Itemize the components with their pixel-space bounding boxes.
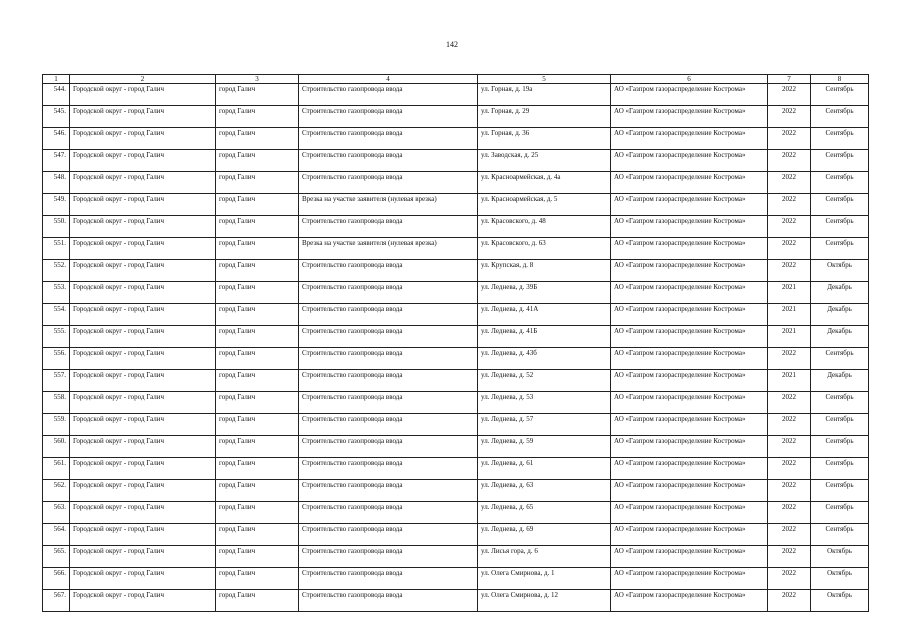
table-row bbox=[43, 238, 869, 260]
address-cell: ул. Леднева, д. 57 bbox=[478, 414, 611, 436]
header-cell-4: 4 bbox=[299, 75, 478, 84]
address-cell: ул. Крупская, д. 8 bbox=[478, 260, 611, 282]
locality-cell: город Галич bbox=[216, 84, 299, 106]
table-row bbox=[43, 84, 869, 106]
locality-cell: город Галич bbox=[216, 392, 299, 414]
address-cell: ул. Леднева, д. 43б bbox=[478, 348, 611, 370]
work-type-cell: Строительство газопровода ввода bbox=[299, 480, 478, 502]
row-number-cell: 558. bbox=[43, 392, 70, 414]
year-cell: 2022 bbox=[768, 84, 811, 106]
work-type-cell: Строительство газопровода ввода bbox=[299, 590, 478, 612]
address-cell: ул. Олега Смирнова, д. 12 bbox=[478, 590, 611, 612]
organization-cell: АО «Газпром газораспределение Кострома» bbox=[611, 370, 768, 392]
table-row bbox=[43, 414, 869, 436]
header-cell-3: 3 bbox=[216, 75, 299, 84]
organization-cell: АО «Газпром газораспределение Кострома» bbox=[611, 84, 768, 106]
table-row bbox=[43, 370, 869, 392]
work-type-cell: Строительство газопровода ввода bbox=[299, 348, 478, 370]
year-cell: 2022 bbox=[768, 172, 811, 194]
row-number-cell: 552. bbox=[43, 260, 70, 282]
address-cell: ул. Леднева, д. 69 bbox=[478, 524, 611, 546]
organization-cell: АО «Газпром газораспределение Кострома» bbox=[611, 304, 768, 326]
organization-cell: АО «Газпром газораспределение Кострома» bbox=[611, 348, 768, 370]
year-cell: 2022 bbox=[768, 150, 811, 172]
work-type-cell: Строительство газопровода ввода bbox=[299, 568, 478, 590]
district-cell: Городской округ - город Галич bbox=[70, 128, 216, 150]
district-cell: Городской округ - город Галич bbox=[70, 392, 216, 414]
work-type-cell: Строительство газопровода ввода bbox=[299, 150, 478, 172]
work-type-cell: Строительство газопровода ввода bbox=[299, 260, 478, 282]
row-number-cell: 563. bbox=[43, 502, 70, 524]
row-number-cell: 554. bbox=[43, 304, 70, 326]
locality-cell: город Галич bbox=[216, 458, 299, 480]
district-cell: Городской округ - город Галич bbox=[70, 106, 216, 128]
table-row bbox=[43, 304, 869, 326]
organization-cell: АО «Газпром газораспределение Кострома» bbox=[611, 590, 768, 612]
locality-cell: город Галич bbox=[216, 150, 299, 172]
table-row bbox=[43, 392, 869, 414]
table-body bbox=[43, 75, 869, 612]
locality-cell: город Галич bbox=[216, 260, 299, 282]
table-row bbox=[43, 502, 869, 524]
work-type-cell: Строительство газопровода ввода bbox=[299, 84, 478, 106]
address-cell: ул. Горная, д. 36 bbox=[478, 128, 611, 150]
row-number-cell: 550. bbox=[43, 216, 70, 238]
address-cell: ул. Леднева, д. 39Б bbox=[478, 282, 611, 304]
district-cell: Городской округ - город Галич bbox=[70, 546, 216, 568]
address-cell: ул. Леднева, д. 63 bbox=[478, 480, 611, 502]
locality-cell: город Галич bbox=[216, 194, 299, 216]
locality-cell: город Галич bbox=[216, 524, 299, 546]
district-cell: Городской округ - город Галич bbox=[70, 436, 216, 458]
month-cell: Сентябрь bbox=[811, 194, 869, 216]
locality-cell: город Галич bbox=[216, 128, 299, 150]
month-cell: Сентябрь bbox=[811, 458, 869, 480]
row-number-cell: 566. bbox=[43, 568, 70, 590]
table-row bbox=[43, 282, 869, 304]
address-cell: ул. Леднева, д. 41Б bbox=[478, 326, 611, 348]
district-cell: Городской округ - город Галич bbox=[70, 568, 216, 590]
locality-cell: город Галич bbox=[216, 326, 299, 348]
work-type-cell: Строительство газопровода ввода bbox=[299, 304, 478, 326]
organization-cell: АО «Газпром газораспределение Кострома» bbox=[611, 568, 768, 590]
organization-cell: АО «Газпром газораспределение Кострома» bbox=[611, 414, 768, 436]
locality-cell: город Галич bbox=[216, 370, 299, 392]
year-cell: 2022 bbox=[768, 194, 811, 216]
table-row bbox=[43, 480, 869, 502]
year-cell: 2021 bbox=[768, 326, 811, 348]
month-cell: Декабрь bbox=[811, 304, 869, 326]
organization-cell: АО «Газпром газораспределение Кострома» bbox=[611, 106, 768, 128]
address-cell: ул. Красноармейская, д. 5 bbox=[478, 194, 611, 216]
organization-cell: АО «Газпром газораспределение Кострома» bbox=[611, 546, 768, 568]
year-cell: 2022 bbox=[768, 216, 811, 238]
organization-cell: АО «Газпром газораспределение Кострома» bbox=[611, 128, 768, 150]
locality-cell: город Галич bbox=[216, 436, 299, 458]
row-number-cell: 560. bbox=[43, 436, 70, 458]
district-cell: Городской округ - город Галич bbox=[70, 370, 216, 392]
year-cell: 2021 bbox=[768, 282, 811, 304]
district-cell: Городской округ - город Галич bbox=[70, 150, 216, 172]
district-cell: Городской округ - город Галич bbox=[70, 304, 216, 326]
table-row bbox=[43, 590, 869, 612]
work-type-cell: Строительство газопровода ввода bbox=[299, 106, 478, 128]
month-cell: Сентябрь bbox=[811, 480, 869, 502]
locality-cell: город Галич bbox=[216, 348, 299, 370]
locality-cell: город Галич bbox=[216, 568, 299, 590]
district-cell: Городской округ - город Галич bbox=[70, 524, 216, 546]
address-cell: ул. Олега Смирнова, д. 1 bbox=[478, 568, 611, 590]
table-row bbox=[43, 436, 869, 458]
table-row bbox=[43, 194, 869, 216]
table-row bbox=[43, 546, 869, 568]
address-cell: ул. Горная, д. 19а bbox=[478, 84, 611, 106]
organization-cell: АО «Газпром газораспределение Кострома» bbox=[611, 260, 768, 282]
work-type-cell: Строительство газопровода ввода bbox=[299, 436, 478, 458]
year-cell: 2022 bbox=[768, 128, 811, 150]
month-cell: Октябрь bbox=[811, 590, 869, 612]
year-cell: 2022 bbox=[768, 480, 811, 502]
row-number-cell: 551. bbox=[43, 238, 70, 260]
address-cell: ул. Леднева, д. 53 bbox=[478, 392, 611, 414]
table-row bbox=[43, 128, 869, 150]
row-number-cell: 565. bbox=[43, 546, 70, 568]
table-row bbox=[43, 260, 869, 282]
table-row bbox=[43, 172, 869, 194]
year-cell: 2022 bbox=[768, 238, 811, 260]
row-number-cell: 559. bbox=[43, 414, 70, 436]
row-number-cell: 544. bbox=[43, 84, 70, 106]
address-cell: ул. Леднева, д. 59 bbox=[478, 436, 611, 458]
organization-cell: АО «Газпром газораспределение Кострома» bbox=[611, 502, 768, 524]
table-row bbox=[43, 524, 869, 546]
organization-cell: АО «Газпром газораспределение Кострома» bbox=[611, 436, 768, 458]
locality-cell: город Галич bbox=[216, 282, 299, 304]
row-number-cell: 561. bbox=[43, 458, 70, 480]
year-cell: 2022 bbox=[768, 392, 811, 414]
month-cell: Сентябрь bbox=[811, 524, 869, 546]
address-cell: ул. Леднева, д. 41А bbox=[478, 304, 611, 326]
row-number-cell: 545. bbox=[43, 106, 70, 128]
year-cell: 2022 bbox=[768, 348, 811, 370]
year-cell: 2022 bbox=[768, 524, 811, 546]
district-cell: Городской округ - город Галич bbox=[70, 502, 216, 524]
address-cell: ул. Красовского, д. 63 bbox=[478, 238, 611, 260]
header-cell-7: 7 bbox=[768, 75, 811, 84]
locality-cell: город Галич bbox=[216, 480, 299, 502]
month-cell: Сентябрь bbox=[811, 414, 869, 436]
address-cell: ул. Леднева, д. 52 bbox=[478, 370, 611, 392]
month-cell: Декабрь bbox=[811, 370, 869, 392]
month-cell: Декабрь bbox=[811, 282, 869, 304]
header-cell-5: 5 bbox=[478, 75, 611, 84]
row-number-cell: 548. bbox=[43, 172, 70, 194]
header-cell-8: 8 bbox=[811, 75, 869, 84]
month-cell: Сентябрь bbox=[811, 238, 869, 260]
month-cell: Сентябрь bbox=[811, 216, 869, 238]
locality-cell: город Галич bbox=[216, 238, 299, 260]
year-cell: 2022 bbox=[768, 502, 811, 524]
organization-cell: АО «Газпром газораспределение Кострома» bbox=[611, 282, 768, 304]
work-type-cell: Строительство газопровода ввода bbox=[299, 414, 478, 436]
table-row bbox=[43, 568, 869, 590]
year-cell: 2022 bbox=[768, 106, 811, 128]
row-number-cell: 557. bbox=[43, 370, 70, 392]
district-cell: Городской округ - город Галич bbox=[70, 216, 216, 238]
year-cell: 2022 bbox=[768, 260, 811, 282]
header-cell-2: 2 bbox=[70, 75, 216, 84]
row-number-cell: 549. bbox=[43, 194, 70, 216]
work-type-cell: Строительство газопровода ввода bbox=[299, 502, 478, 524]
organization-cell: АО «Газпром газораспределение Кострома» bbox=[611, 524, 768, 546]
organization-cell: АО «Газпром газораспределение Кострома» bbox=[611, 480, 768, 502]
work-type-cell: Строительство газопровода ввода bbox=[299, 326, 478, 348]
month-cell: Сентябрь bbox=[811, 106, 869, 128]
table-row bbox=[43, 348, 869, 370]
locality-cell: город Галич bbox=[216, 502, 299, 524]
work-type-cell: Врезка на участке заявителя (нулевая врезка) bbox=[299, 238, 478, 260]
organization-cell: АО «Газпром газораспределение Кострома» bbox=[611, 172, 768, 194]
district-cell: Городской округ - город Галич bbox=[70, 260, 216, 282]
district-cell: Городской округ - город Галич bbox=[70, 84, 216, 106]
month-cell: Сентябрь bbox=[811, 128, 869, 150]
district-cell: Городской округ - город Галич bbox=[70, 238, 216, 260]
address-cell: ул. Горная, д. 29 bbox=[478, 106, 611, 128]
organization-cell: АО «Газпром газораспределение Кострома» bbox=[611, 392, 768, 414]
table-row bbox=[43, 458, 869, 480]
district-cell: Городской округ - город Галич bbox=[70, 414, 216, 436]
organization-cell: АО «Газпром газораспределение Кострома» bbox=[611, 194, 768, 216]
district-cell: Городской округ - город Галич bbox=[70, 458, 216, 480]
district-cell: Городской округ - город Галич bbox=[70, 348, 216, 370]
work-type-cell: Строительство газопровода ввода bbox=[299, 370, 478, 392]
work-type-cell: Строительство газопровода ввода bbox=[299, 216, 478, 238]
month-cell: Сентябрь bbox=[811, 150, 869, 172]
year-cell: 2021 bbox=[768, 304, 811, 326]
month-cell: Сентябрь bbox=[811, 84, 869, 106]
locality-cell: город Галич bbox=[216, 414, 299, 436]
header-cell-1: 1 bbox=[43, 75, 70, 84]
row-number-cell: 556. bbox=[43, 348, 70, 370]
row-number-cell: 553. bbox=[43, 282, 70, 304]
organization-cell: АО «Газпром газораспределение Кострома» bbox=[611, 238, 768, 260]
organization-cell: АО «Газпром газораспределение Кострома» bbox=[611, 216, 768, 238]
year-cell: 2022 bbox=[768, 436, 811, 458]
work-type-cell: Строительство газопровода ввода bbox=[299, 172, 478, 194]
locality-cell: город Галич bbox=[216, 106, 299, 128]
locality-cell: город Галич bbox=[216, 304, 299, 326]
organization-cell: АО «Газпром газораспределение Кострома» bbox=[611, 458, 768, 480]
month-cell: Октябрь bbox=[811, 568, 869, 590]
month-cell: Октябрь bbox=[811, 260, 869, 282]
year-cell: 2022 bbox=[768, 568, 811, 590]
table-header-row bbox=[43, 75, 869, 84]
row-number-cell: 547. bbox=[43, 150, 70, 172]
page-number: 142 bbox=[446, 40, 458, 49]
year-cell: 2022 bbox=[768, 458, 811, 480]
district-cell: Городской округ - город Галич bbox=[70, 326, 216, 348]
table-row bbox=[43, 106, 869, 128]
month-cell: Сентябрь bbox=[811, 436, 869, 458]
work-type-cell: Строительство газопровода ввода bbox=[299, 524, 478, 546]
work-type-cell: Строительство газопровода ввода bbox=[299, 128, 478, 150]
address-cell: ул. Красовского, д. 48 bbox=[478, 216, 611, 238]
work-type-cell: Строительство газопровода ввода bbox=[299, 458, 478, 480]
month-cell: Декабрь bbox=[811, 326, 869, 348]
year-cell: 2022 bbox=[768, 414, 811, 436]
work-type-cell: Строительство газопровода ввода bbox=[299, 392, 478, 414]
locality-cell: город Галич bbox=[216, 172, 299, 194]
district-cell: Городской округ - город Галич bbox=[70, 194, 216, 216]
district-cell: Городской округ - город Галич bbox=[70, 590, 216, 612]
year-cell: 2022 bbox=[768, 590, 811, 612]
table-row bbox=[43, 326, 869, 348]
district-cell: Городской округ - город Галич bbox=[70, 480, 216, 502]
address-cell: ул. Лисья гора, д. 6 bbox=[478, 546, 611, 568]
data-table bbox=[42, 74, 869, 612]
address-cell: ул. Красноармейская, д. 4а bbox=[478, 172, 611, 194]
locality-cell: город Галич bbox=[216, 546, 299, 568]
district-cell: Городской округ - город Галич bbox=[70, 172, 216, 194]
locality-cell: город Галич bbox=[216, 590, 299, 612]
row-number-cell: 546. bbox=[43, 128, 70, 150]
year-cell: 2021 bbox=[768, 370, 811, 392]
address-cell: ул. Заводская, д. 25 bbox=[478, 150, 611, 172]
header-cell-6: 6 bbox=[611, 75, 768, 84]
month-cell: Сентябрь bbox=[811, 172, 869, 194]
row-number-cell: 564. bbox=[43, 524, 70, 546]
month-cell: Сентябрь bbox=[811, 392, 869, 414]
table-row bbox=[43, 150, 869, 172]
month-cell: Сентябрь bbox=[811, 348, 869, 370]
row-number-cell: 555. bbox=[43, 326, 70, 348]
organization-cell: АО «Газпром газораспределение Кострома» bbox=[611, 150, 768, 172]
month-cell: Сентябрь bbox=[811, 502, 869, 524]
work-type-cell: Строительство газопровода ввода bbox=[299, 546, 478, 568]
month-cell: Октябрь bbox=[811, 546, 869, 568]
district-cell: Городской округ - город Галич bbox=[70, 282, 216, 304]
year-cell: 2022 bbox=[768, 546, 811, 568]
organization-cell: АО «Газпром газораспределение Кострома» bbox=[611, 326, 768, 348]
locality-cell: город Галич bbox=[216, 216, 299, 238]
address-cell: ул. Леднева, д. 61 bbox=[478, 458, 611, 480]
address-cell: ул. Леднева, д. 65 bbox=[478, 502, 611, 524]
row-number-cell: 562. bbox=[43, 480, 70, 502]
work-type-cell: Врезка на участке заявителя (нулевая врезка) bbox=[299, 194, 478, 216]
row-number-cell: 567. bbox=[43, 590, 70, 612]
table-row bbox=[43, 216, 869, 238]
work-type-cell: Строительство газопровода ввода bbox=[299, 282, 478, 304]
